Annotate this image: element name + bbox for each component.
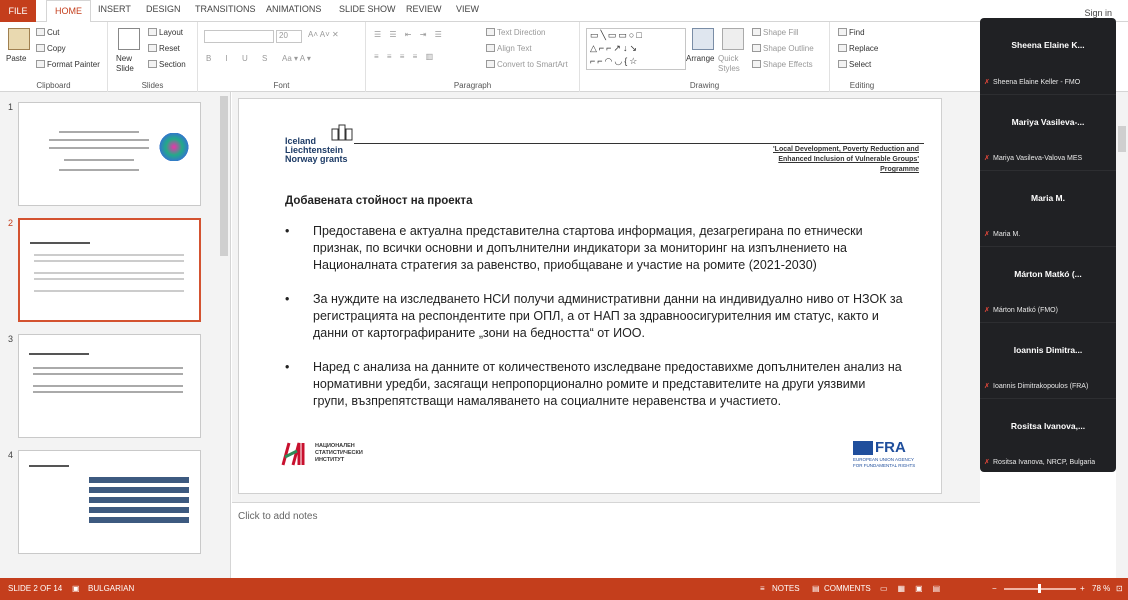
clipboard-group (0, 22, 108, 92)
thumb-text-line (33, 373, 183, 375)
thumb-number: 3 (8, 334, 14, 344)
header-divider (354, 143, 924, 144)
bullet-marker: • (285, 292, 290, 306)
eu-flag-icon (853, 441, 873, 455)
status-bar (0, 578, 1128, 600)
zoom-slider-thumb[interactable] (1038, 584, 1041, 593)
comments-icon: ▤ (812, 584, 820, 593)
bullet-marker: • (285, 360, 290, 374)
thumb-number: 4 (8, 450, 14, 460)
replace-button[interactable] (838, 44, 878, 53)
shape-fill-label: Shape Fill (763, 28, 799, 37)
logo-line-iceland: Iceland (285, 136, 317, 146)
thumb-text-line (33, 367, 183, 369)
tab-slide-show[interactable]: SLIDE SHOW (339, 4, 396, 14)
thumb-text-line (29, 465, 69, 467)
grants-logo-icon (331, 123, 357, 141)
slide-counter: SLIDE 2 OF 14 (8, 584, 63, 593)
participant-tile[interactable] (980, 170, 1116, 242)
slides-group (108, 22, 198, 92)
align-buttons[interactable]: ≡ ≡ ≡ ≡ ▥ (374, 52, 437, 61)
shape-fill-button[interactable] (752, 28, 799, 37)
section-icon (148, 60, 157, 68)
participant-name: Ioannis Dimitra... (1013, 345, 1083, 355)
thumb-text-line (29, 353, 89, 355)
quick-styles-icon[interactable] (722, 28, 744, 50)
list-buttons[interactable]: ☰ ☰ ⇤ ⇥ ☰ (374, 30, 445, 39)
thumb-bar-chart (89, 477, 189, 527)
thumb-text-line (49, 139, 149, 141)
find-icon (838, 28, 847, 36)
participant-tile[interactable] (980, 398, 1116, 470)
clipboard-label: Clipboard (36, 81, 71, 90)
bullet-text: Наред с анализа на данните от количественото изследване предоставихме допълнителен анализ на нормативни уредби, засягащи непропорционално ромите и представителите на други уязвими групи, възпрепятстващи намаляването на социалните неравенства и участието. (313, 360, 902, 408)
thumb-text-line (49, 147, 149, 149)
thumb-text-line (33, 391, 183, 393)
paragraph-label: Paragraph (453, 81, 492, 90)
shape-effects-button[interactable] (752, 60, 813, 69)
brush-icon (36, 60, 45, 68)
thumb-text-line (34, 254, 184, 256)
new-slide-icon[interactable] (118, 28, 140, 50)
text-direction-icon (486, 28, 495, 36)
participant-tile[interactable] (980, 18, 1116, 90)
mic-muted-icon: ✗ (984, 307, 990, 314)
align-text-button[interactable] (486, 44, 532, 53)
paste-icon[interactable] (8, 28, 30, 50)
thumb-text-line (59, 131, 139, 133)
notes-pane[interactable] (232, 502, 980, 578)
sign-in-link[interactable]: Sign in (1084, 8, 1112, 18)
eea-grants-logo (285, 137, 348, 164)
ribbon (0, 22, 1128, 92)
participant-label-text: Rositsa Ivanova, NRCP, Bulgaria (993, 459, 1096, 466)
copy-label: Copy (47, 44, 66, 53)
zoom-in-button[interactable]: + (1080, 584, 1085, 593)
tab-view[interactable]: VIEW (456, 4, 480, 14)
find-label: Find (849, 28, 865, 37)
fit-slide-icon[interactable]: ⊡ (1116, 584, 1123, 593)
spellcheck-icon[interactable]: ▣ (72, 584, 80, 593)
mic-muted-icon: ✗ (984, 155, 990, 162)
nsi-logo-icon (279, 437, 313, 469)
thumb-text-line (34, 260, 184, 262)
zoom-slider[interactable] (1004, 588, 1076, 590)
bullet-2[interactable] (285, 291, 905, 343)
nsi-line: НАЦИОНАЛЕН (315, 443, 355, 449)
layout-icon (148, 28, 157, 36)
slide-thumbnail-3[interactable] (18, 334, 201, 438)
notes-button[interactable]: NOTES (772, 584, 800, 593)
thumb-text-line (64, 159, 134, 161)
select-button[interactable] (838, 60, 871, 69)
font-format-buttons[interactable]: B I U S (206, 54, 274, 63)
smartart-icon (486, 60, 495, 68)
tab-design[interactable]: DESIGN (146, 4, 181, 14)
thumb-text-line (59, 169, 139, 171)
shape-outline-label: Shape Outline (763, 44, 814, 53)
drawing-group (580, 22, 830, 92)
select-label: Select (849, 60, 872, 69)
replace-label: Replace (849, 44, 879, 53)
participant-name: Mariya Vasileva-... (1011, 117, 1085, 127)
thumb-number: 1 (8, 102, 14, 112)
bullet-text: Предоставена е актуална представителна стартова информация, дезагрегирана по етнически признак, по всички основни и допълнителни индикатори за мониторинг на изпълнението на Националната стратегия за равенство, приобщаване и участие на ромите (2021-2030) (313, 224, 863, 272)
logo-line-norway: Norway grants (285, 154, 348, 164)
bullet-1[interactable] (285, 223, 905, 275)
editing-group (830, 22, 894, 92)
video-call-panel (980, 18, 1116, 472)
layout-button[interactable] (148, 28, 183, 37)
thumb-text-line (33, 385, 183, 387)
replace-icon (838, 44, 847, 52)
mic-muted-icon: ✗ (984, 231, 990, 238)
mic-muted-icon: ✗ (984, 79, 990, 86)
tab-home[interactable]: HOME (46, 0, 91, 23)
section-label: Section (159, 60, 186, 69)
participant-label-text: Mariya Vasileva-Valova MES (993, 155, 1083, 162)
shape-effects-label: Shape Effects (763, 60, 813, 69)
nsi-logo (279, 437, 389, 469)
convert-smartart-label: Convert to SmartArt (497, 60, 568, 69)
arrange-icon[interactable] (692, 28, 714, 50)
participant-label (984, 230, 1020, 238)
tab-review[interactable]: REVIEW (406, 4, 442, 14)
slide-thumbnail-2[interactable] (18, 218, 201, 322)
notes-placeholder: Click to add notes (238, 511, 318, 522)
view-buttons[interactable]: ▭▦▣▤ (880, 584, 951, 593)
current-slide[interactable] (238, 98, 942, 494)
tab-transitions[interactable]: TRANSITIONS (195, 4, 256, 14)
copy-button[interactable] (36, 44, 66, 53)
align-text-icon (486, 44, 495, 52)
participant-label (984, 458, 1095, 466)
text-direction-label: Text Direction (497, 28, 546, 37)
hands-logo-image (159, 133, 189, 161)
font-name-select[interactable] (204, 30, 274, 43)
slide-title[interactable]: Добавената стойност на проекта (285, 195, 473, 207)
thumb-text-line (30, 242, 90, 244)
effects-icon (752, 60, 761, 68)
participant-label-text: Ioannis Dimitrakopoulos (FRA) (993, 383, 1089, 390)
cut-button[interactable] (36, 28, 59, 37)
fra-title: FRA (875, 439, 906, 456)
scroll-thumb[interactable] (1118, 126, 1126, 152)
ribbon-tabs (0, 0, 1128, 22)
scissors-icon (36, 28, 45, 36)
outline-icon (752, 44, 761, 52)
participant-label (984, 306, 1058, 314)
fra-line: FOR FUNDAMENTAL RIGHTS (853, 463, 916, 468)
programme-title (773, 145, 919, 175)
nsi-line: СТАТИСТИЧЕСКИ (315, 450, 363, 456)
reset-button[interactable] (148, 44, 180, 53)
programme-line: Programme (880, 166, 919, 173)
font-label: Font (273, 81, 290, 90)
participant-label-text: Márton Matkó (FMO) (993, 307, 1058, 314)
thumbnails-scrollbar[interactable] (220, 96, 228, 256)
comments-button[interactable]: COMMENTS (824, 584, 871, 593)
participant-label-text: Sheena Elaine Keller - FMO (993, 79, 1081, 86)
text-direction-button[interactable] (486, 28, 545, 37)
logo-line-liechtenstein: Liechtenstein (285, 145, 344, 155)
drawing-label: Drawing (689, 81, 720, 90)
thumb-text-line (34, 278, 184, 280)
participant-tile[interactable] (980, 246, 1116, 318)
participant-name: Maria M. (1030, 193, 1065, 203)
bullet-marker: • (285, 224, 290, 238)
new-slide-button[interactable]: New Slide (116, 54, 134, 73)
slides-label: Slides (141, 81, 164, 90)
paragraph-group (366, 22, 580, 92)
participant-name: Rositsa Ivanova,... (1010, 421, 1086, 431)
language-indicator[interactable]: BULGARIAN (88, 584, 135, 593)
select-icon (838, 60, 847, 68)
slide-thumbnails-pane[interactable] (0, 92, 231, 578)
participant-name: Márton Matkó (... (1014, 269, 1082, 279)
tab-animations[interactable]: ANIMATIONS (266, 4, 322, 14)
participant-label-text: Maria M. (993, 231, 1021, 238)
participant-tile[interactable] (980, 322, 1116, 394)
tab-insert[interactable]: INSERT (98, 4, 131, 14)
programme-line: 'Local Development, Poverty Reduction and (773, 146, 919, 153)
reset-label: Reset (159, 44, 180, 53)
align-text-label: Align Text (497, 44, 532, 53)
participant-label (984, 154, 1082, 162)
shape-outline-button[interactable] (752, 44, 814, 53)
fill-icon (752, 28, 761, 36)
tab-file[interactable]: FILE (0, 0, 36, 22)
slide-thumbnail-1[interactable] (18, 102, 201, 206)
section-button[interactable] (148, 60, 186, 69)
zoom-level[interactable]: 78 % (1092, 584, 1111, 593)
programme-line: Enhanced Inclusion of Vulnerable Groups' (778, 156, 919, 163)
thumb-text-line (34, 272, 184, 274)
bullet-text: За нуждите на изследването НСИ получи административни данни на индивидуално ниво от НЗОК за регистрацията на респондентите при ОПЛ, а от НАП за здравноосигурителния им статус, както и данни от картографираните „зони на бедността“ от ИОО. (313, 292, 903, 340)
participant-label (984, 78, 1080, 86)
editing-label: Editing (849, 81, 875, 90)
copy-icon (36, 44, 45, 52)
mic-muted-icon: ✗ (984, 383, 990, 390)
quick-styles-button[interactable]: Quick Styles (718, 54, 740, 73)
fra-logo (853, 441, 919, 471)
font-color-icon[interactable]: Aa ▾ A ▾ (282, 54, 311, 63)
grow-font-icon[interactable]: A˄ A˅ ✕ (308, 30, 339, 39)
fra-line: EUROPEAN UNION AGENCY (853, 457, 915, 462)
font-group (198, 22, 366, 92)
thumb-number: 2 (8, 218, 14, 228)
mic-muted-icon: ✗ (984, 459, 990, 466)
font-size-select[interactable]: 20 (276, 30, 302, 43)
participant-label (984, 382, 1088, 390)
reset-icon (148, 44, 157, 52)
cut-label: Cut (47, 28, 60, 37)
format-painter-button[interactable] (36, 60, 100, 69)
convert-smartart-button[interactable] (486, 60, 568, 69)
layout-label: Layout (159, 28, 184, 37)
paste-button[interactable]: Paste (6, 54, 27, 63)
slide-thumbnail-4[interactable] (18, 450, 201, 554)
thumb-text-line (34, 290, 184, 292)
format-painter-label: Format Painter (47, 60, 100, 69)
shapes-gallery[interactable]: ▭╲▭▭○□ △⌐⌐↗↓↘ ⌐⌐◠◡{☆ (586, 28, 686, 70)
arrange-button[interactable]: Arrange (686, 54, 715, 63)
notes-icon: ≡ (760, 584, 765, 593)
slide-editor (232, 92, 980, 578)
editor-scrollbar[interactable] (1116, 92, 1128, 578)
bullet-3[interactable] (285, 359, 905, 411)
nsi-line: ИНСТИТУТ (315, 457, 345, 463)
participant-name: Sheena Elaine K... (1011, 40, 1085, 50)
find-button[interactable] (838, 28, 865, 37)
participant-tile[interactable] (980, 94, 1116, 166)
zoom-out-button[interactable]: − (992, 584, 997, 593)
